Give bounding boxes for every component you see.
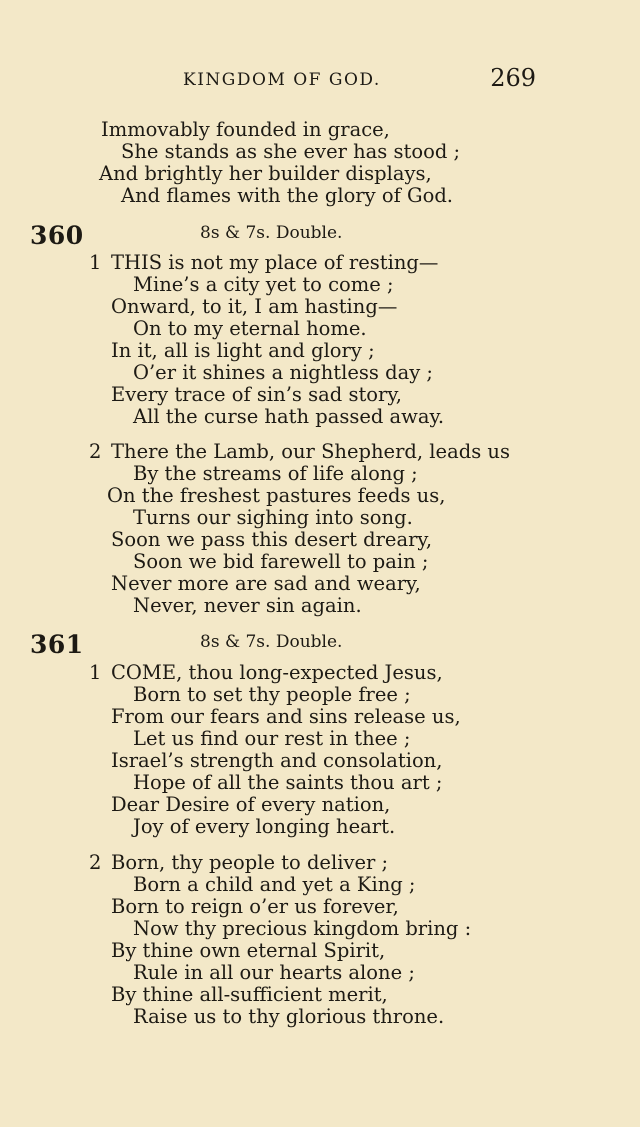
verse-number: 1 <box>89 251 102 274</box>
hymn-meter: 8s & 7s. Double. <box>200 632 343 652</box>
verse-line: Raise us to thy glorious throne. <box>133 1005 445 1028</box>
verse-line: By thine own eternal Spirit, <box>111 939 386 962</box>
verse-line: Every trace of sin’s sad story, <box>111 383 402 406</box>
verse-line: Now thy precious kingdom bring : <box>133 917 472 940</box>
hymn-meter: 8s & 7s. Double. <box>200 223 343 243</box>
verse-line: On to my eternal home. <box>133 317 367 340</box>
verse-line: Born a child and yet a King ; <box>133 873 416 896</box>
hymn-number: 361 <box>30 630 84 659</box>
verse-line: Mine’s a city yet to come ; <box>133 273 394 296</box>
verse-line: From our fears and sins release us, <box>111 705 461 728</box>
verse-line: All the curse hath passed away. <box>133 405 445 428</box>
verse-line: COME, thou long-expected Jesus, <box>111 661 443 684</box>
verse-line: Born to reign o’er us forever, <box>111 895 399 918</box>
verse-line: THIS is not my place of resting— <box>111 251 439 274</box>
verse-line: There the Lamb, our Shepherd, leads us <box>111 440 510 463</box>
verse-line: Soon we pass this desert dreary, <box>111 528 433 551</box>
verse-line: Born to set thy people free ; <box>133 683 411 706</box>
verse-line: Never more are sad and weary, <box>111 572 421 595</box>
verse-line: Joy of every longing heart. <box>133 815 396 838</box>
verse-line: Onward, to it, I am hasting— <box>111 295 398 318</box>
hymn-number: 360 <box>30 221 84 250</box>
verse-number: 1 <box>89 661 102 684</box>
verse-line: Hope of all the saints thou art ; <box>133 771 443 794</box>
verse-line: O’er it shines a nightless day ; <box>133 361 434 384</box>
verse-number: 2 <box>89 851 102 874</box>
verse-line: Never, never sin again. <box>133 594 362 617</box>
continuation-line: She stands as she ever has stood ; <box>121 140 461 163</box>
continuation-line: Immovably founded in grace, <box>101 118 390 141</box>
verse-line: On the freshest pastures feeds us, <box>107 484 446 507</box>
verse-line: In it, all is light and glory ; <box>111 339 375 362</box>
verse-line: Turns our sighing into song. <box>133 506 413 529</box>
verse-line: Rule in all our hearts alone ; <box>133 961 415 984</box>
continuation-line: And flames with the glory of God. <box>121 184 453 207</box>
verse-line: Dear Desire of every nation, <box>111 793 391 816</box>
running-title: KINGDOM OF GOD. <box>183 70 381 90</box>
verse-line: Let us find our rest in thee ; <box>133 727 411 750</box>
verse-line: Born, thy people to deliver ; <box>111 851 389 874</box>
verse-line: By thine all-sufficient merit, <box>111 983 388 1006</box>
verse-line: Soon we bid farewell to pain ; <box>133 550 429 573</box>
page-number: 269 <box>490 64 536 92</box>
verse-line: By the streams of life along ; <box>133 462 418 485</box>
verse-number: 2 <box>89 440 102 463</box>
continuation-line: And brightly her builder displays, <box>99 162 432 185</box>
verse-line: Israel’s strength and consolation, <box>111 749 443 772</box>
